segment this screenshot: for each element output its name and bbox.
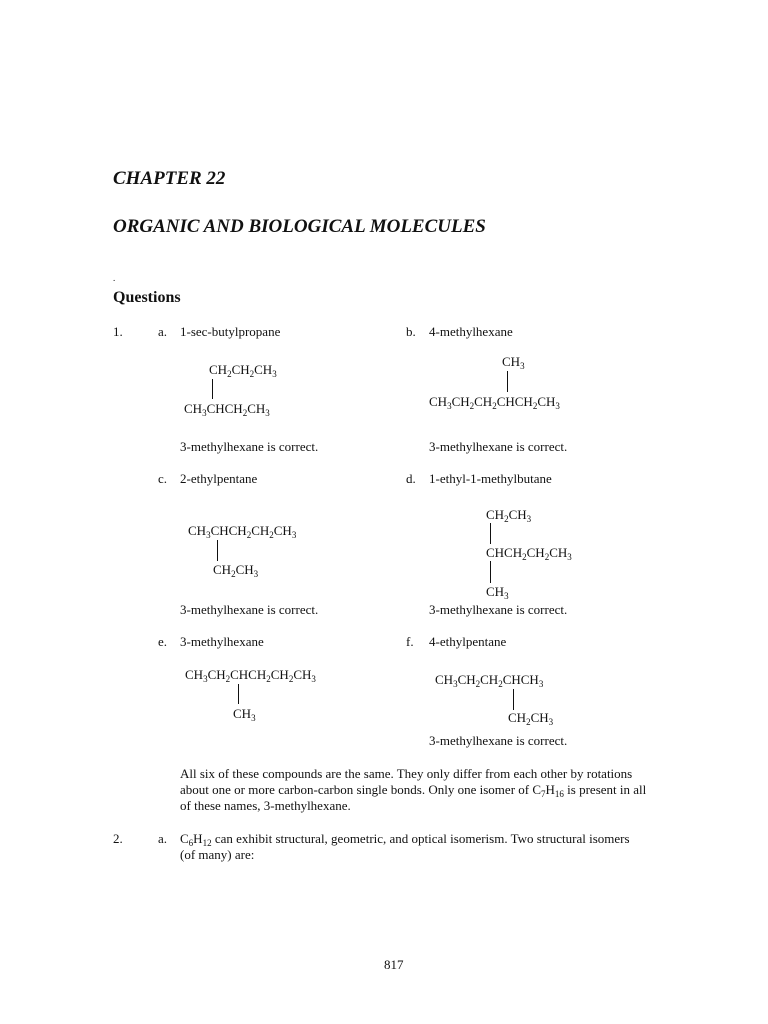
item-letter: a. <box>158 831 168 846</box>
compound-name: 1-ethyl-1-methylbutane <box>429 471 552 486</box>
formula-line: $CH_3$ <box>486 584 509 601</box>
formula-line: $CH_3$ <box>502 354 525 371</box>
compound-name: 4-ethylpentane <box>429 634 507 649</box>
formula-line: $CHCH_2CH_2CH_3$ <box>486 545 572 562</box>
compound-name: 3-methylhexane <box>180 634 264 649</box>
item-letter: f. <box>406 634 414 649</box>
bond-line <box>490 561 491 583</box>
formula-line: $CH_2CH_2CH_3$ <box>209 362 277 379</box>
question-text-line: (of many) are: <box>180 847 255 862</box>
formula-line: $CH_3CH_2CHCH_2CH_2CH_3$ <box>185 667 316 684</box>
formula-line: $CH_3CH_2CH_2CHCH_3$ <box>435 672 544 689</box>
bond-line <box>507 371 508 392</box>
formula-line: $CH_2CH_3$ <box>486 507 532 524</box>
summary-line: All six of these compounds are the same. They only differ from each other by rotations <box>180 766 633 781</box>
formula-line: $CH_3$ <box>233 706 256 723</box>
item-letter: d. <box>406 471 416 486</box>
formula-line: $CH_3CHCH_2CH_2CH_3$ <box>188 523 297 540</box>
item-letter: b. <box>406 324 416 339</box>
verdict-text: 3-methylhexane is correct. <box>429 733 568 748</box>
compound-name: 2-ethylpentane <box>180 471 258 486</box>
formula-line: $CH_3CH_2CH_2CHCH_2CH_3$ <box>429 394 560 411</box>
verdict-text: 3-methylhexane is correct. <box>429 602 568 617</box>
section-heading: Questions <box>113 289 181 306</box>
bond-line <box>212 379 213 399</box>
compound-name: 1-sec-butylpropane <box>180 324 281 339</box>
question-number: 2. <box>113 831 123 846</box>
page-number: 817 <box>384 957 404 972</box>
item-letter: a. <box>158 324 168 339</box>
bond-line <box>490 523 491 544</box>
verdict-text: 3-methylhexane is correct. <box>180 602 319 617</box>
formula-line: $CH_2CH_3$ <box>213 562 259 579</box>
formula-line: $CH_2CH_3$ <box>508 710 554 727</box>
compound-name: 4-methylhexane <box>429 324 513 339</box>
item-letter: c. <box>158 471 168 486</box>
summary-line: about one or more carbon-carbon single bonds. Only one isomer of $C_7H_{16}$ is present in all <box>180 782 647 799</box>
verdict-text: 3-methylhexane is correct. <box>429 439 568 454</box>
chapter-subtitle: ORGANIC AND BIOLOGICAL MOLECULES <box>113 216 486 237</box>
item-letter: e. <box>158 634 168 649</box>
verdict-text: 3-methylhexane is correct. <box>180 439 319 454</box>
bond-line <box>513 689 514 710</box>
bond-line <box>217 540 218 561</box>
formula-line: $CH_3CHCH_2CH_3$ <box>184 401 270 418</box>
question-text-line: $C_6H_{12}$ can exhibit structural, geometric, and optical isomerism. Two structural isomers <box>180 831 630 848</box>
summary-line: of these names, 3-methylhexane. <box>180 798 351 813</box>
bond-line <box>238 684 239 704</box>
chapter-title: CHAPTER 22 <box>113 168 226 189</box>
question-number: 1. <box>113 324 123 339</box>
stray-mark: . <box>113 273 116 283</box>
